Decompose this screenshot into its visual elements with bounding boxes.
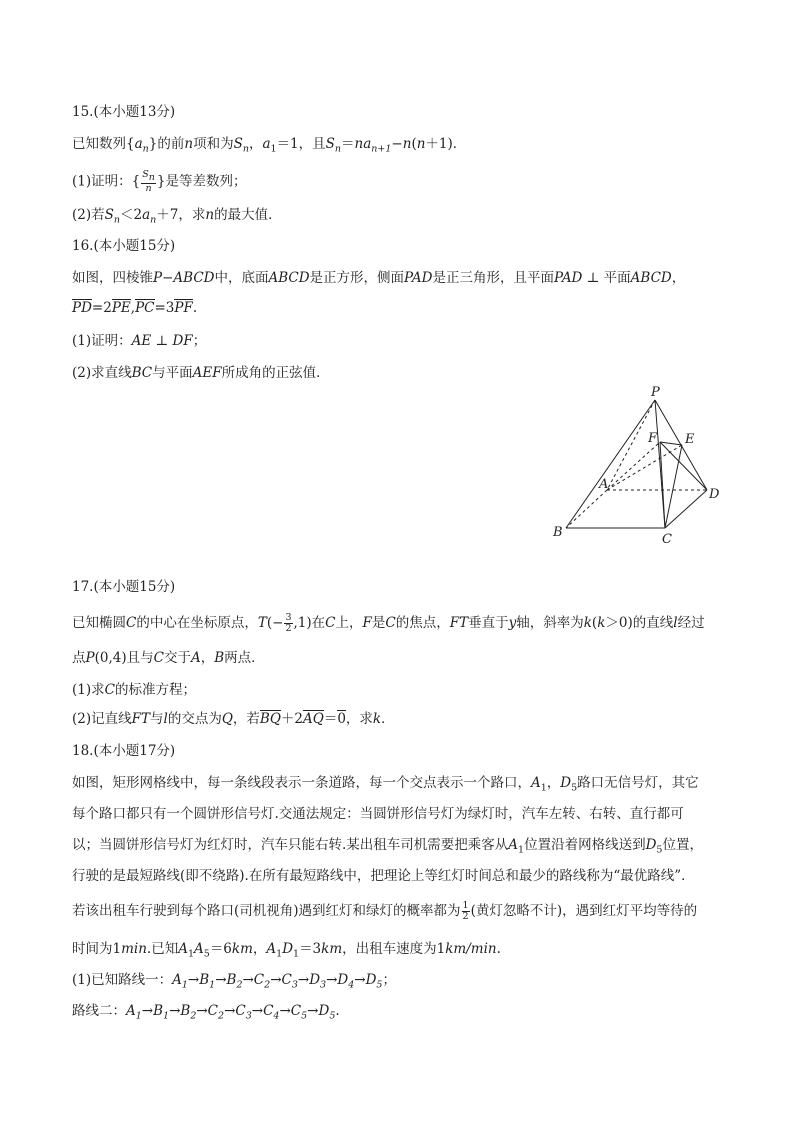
edge-AB: [566, 490, 607, 528]
route-node: $B_2$: [180, 1003, 197, 1022]
q16-part2: (2)求直线BC与平面AEF所成角的正弦值．: [72, 365, 330, 381]
route-node: $D_3$: [309, 972, 327, 991]
q17-part2: (2)记直线FT与l的交点为Q，若BQ＋2AQ＝0，求k．: [72, 711, 395, 727]
route-node: $A_1$: [172, 972, 188, 991]
label-A: A: [599, 477, 609, 492]
q15-header: 15.(本小题13分): [72, 104, 176, 120]
one-half-fraction: $\frac{1}{2}$: [462, 900, 469, 922]
q18-route2: 路线二：$A_1\to B_1\to B_2\to C_2\to C_3\to C_4\to C_5\to D_5$.: [72, 1003, 340, 1022]
label-E: E: [685, 432, 695, 447]
route-node: $B_1$: [153, 1003, 170, 1022]
q17-header: 17.(本小题15分): [72, 579, 176, 595]
q16-part1: (1)证明：AE ⊥ DF；: [72, 333, 207, 349]
q18-line4: 行驶的是最短路线(即不绕路).在所有最短路线中，把理论上等红灯时间总和最少的路线称为“最优路线”．: [72, 868, 695, 884]
route-node: $C_5$: [290, 1003, 308, 1022]
route2-path: $A_1\to B_1\to B_2\to C_2\to C_3\to C_4\to C_5\to D_5$: [126, 1003, 336, 1022]
edge-AF: [607, 442, 660, 490]
route-node: $A_1$: [126, 1003, 142, 1022]
three-halves-fraction: $\frac{3}{2}$: [285, 612, 292, 634]
q15-part2: (2)若$S_n<2a_n+7$，求n的最大值．: [72, 207, 282, 226]
route-node: $B_1$: [199, 972, 216, 991]
q17-stem-line2: 点P(0,4)且与C交于A，B两点．: [72, 650, 265, 666]
route-node: $C_2$: [253, 972, 271, 991]
sn-over-n-fraction: $\frac{S_n}{n}$: [142, 169, 155, 194]
q18-line6: 时间为1min.已知$A_1A_5=6km$，$A_1D_1=3km$，出租车速度为1km/min.: [72, 941, 501, 960]
q18-route1: (1)已知路线一：$A_1\to B_1\to B_2\to C_2\to C_3\to D_3\to D_4\to D_5$；: [72, 972, 396, 991]
q17-stem-line1: 已知椭圆C的中心在坐标原点，T(− $\frac{3}{2}$ ,1)在C上，F是C的焦点，FT垂直于y轴，斜率为k(k＞0)的直线l经过: [72, 612, 705, 634]
route-node: $C_3$: [235, 1003, 252, 1022]
q15-part1: (1)证明：{ $\frac{S_n}{n}$ }是等差数列；: [72, 169, 247, 194]
label-B: B: [553, 525, 563, 540]
route-node: $C_2$: [207, 1003, 225, 1022]
q16-stem: 如图，四棱锥P−ABCD中，底面ABCD是正方形，侧面PAD是正三角形，且平面PAD ⊥ 平面ABCD，: [72, 270, 686, 286]
q16-header: 16.(本小题15分): [72, 238, 176, 254]
route-node: $D_5$: [318, 1003, 336, 1022]
route-node: $D_5$: [365, 972, 383, 991]
q16-vector-conditions: PD=2PE,PC=3PF.: [72, 300, 198, 316]
route-node: $C_4$: [263, 1003, 280, 1022]
q18-line5: 若该出租车行驶到每个路口(司机视角)遇到红灯和绿灯的概率都为 $\frac{1}{2}$ (黄灯忽略不计)，遇到红灯平均等待的: [72, 900, 698, 922]
route-node: $D_4$: [337, 972, 355, 991]
edge-FC: [660, 442, 665, 528]
route-node: $B_2$: [226, 972, 243, 991]
q18-line1: 如图，矩形网格线中，每一条线段表示一条道路，每一个交点表示一个路口，$A_1$，$D_5$路口无信号灯，其它: [72, 775, 699, 794]
q17-part1: (1)求C的标准方程；: [72, 682, 196, 698]
q18-line3: 以；当圆饼形信号灯为红灯时，汽车只能右转.某出租车司机需要把乘客从$A_1$位置沿着网格线送到$D_5$位置，: [72, 837, 703, 856]
label-C: C: [662, 532, 672, 547]
label-D: D: [709, 487, 720, 502]
pyramid-figure: [545, 380, 735, 550]
q18-line2: 每个路口都只有一个圆饼形信号灯.交通法规定：当圆饼形信号灯为绿灯时，汽车左转、右转、直行都可: [72, 806, 684, 822]
q18-header: 18.(本小题17分): [72, 743, 176, 759]
edge-FE: [660, 442, 682, 445]
label-P: P: [651, 385, 660, 400]
q15-stem: 已知数列$\{a_n\}$的前n项和为$S_n$，$a_1=1$，且$S_n=na_{n+1}-n(n+1)$．: [72, 136, 467, 155]
edge-AE: [607, 445, 682, 490]
route1-path: $A_1\to B_1\to B_2\to C_2\to C_3\to D_3\to D_4\to D_5$: [172, 972, 383, 991]
label-F: F: [648, 431, 658, 446]
edge-PB: [566, 400, 655, 528]
route-node: $C_3$: [281, 972, 298, 991]
